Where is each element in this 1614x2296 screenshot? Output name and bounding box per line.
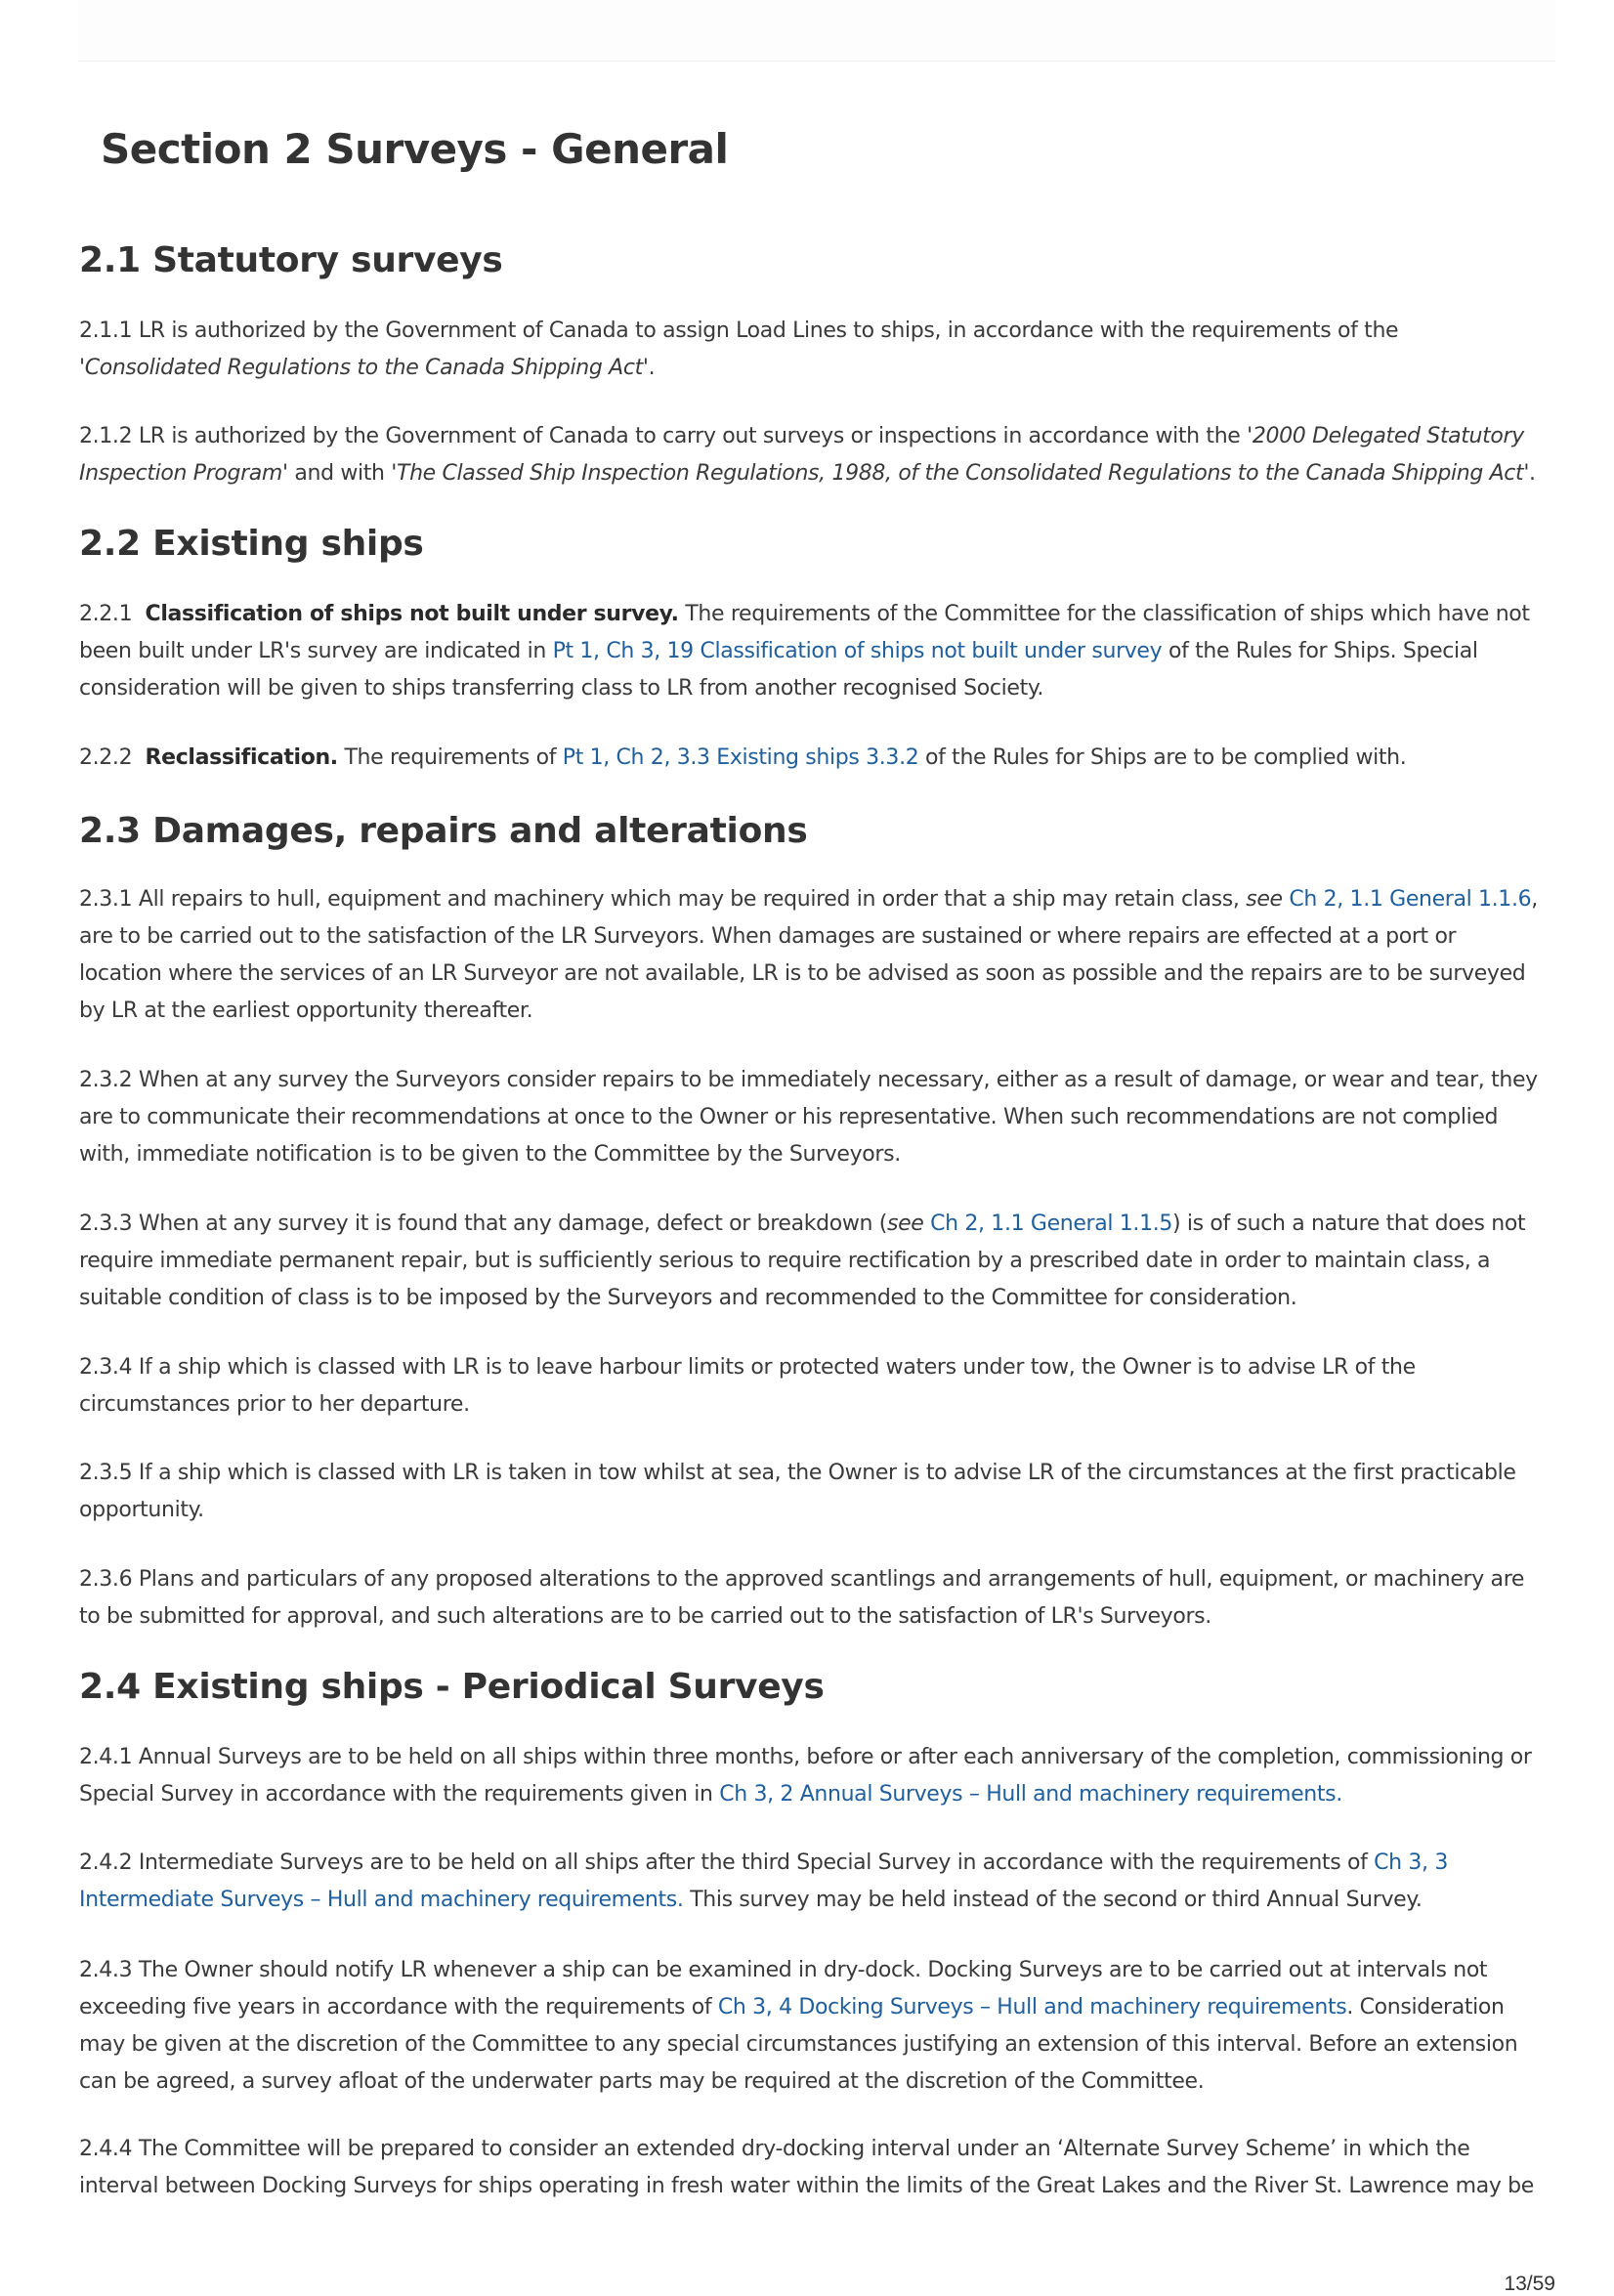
rule-link[interactable]: Ch 3, 3 Intermediate Surveys – Hull and machinery requirements. [79,1850,1448,1912]
rule-link[interactable]: Pt 1, Ch 2, 3.3 Existing ships 3.3.2 [562,745,919,770]
citation: 'Consolidated Regulations to the Canada Shipping Act' [79,356,649,380]
para-number: 2.3.6 [79,1567,133,1592]
rule-link[interactable]: Ch 3, 2 Annual Surveys – Hull and machinery requirements. [719,1782,1342,1807]
heading-2-4: 2.4 Existing ships - Periodical Surveys [79,1667,825,1707]
paragraph-2-1-2: 2.1.2 LR is authorized by the Government of Canada to carry out surveys or inspections in accordance with the '2000 Delegated Statutory Inspection Program' and with 'The Classed Ship Inspection Regulations, 1988, of the Consolidated Regulations to the Canada Shipping Act'. [79,424,1536,486]
para-number: 2.4.3 [79,1958,133,1982]
para-number: 2.3.2 [79,1068,133,1092]
citation: 'The Classed Ship Inspection Regulations, 1988, of the Consolidated Regulations to the Canada Shipping Act' [391,461,1530,486]
para-number: 2.3.4 [79,1355,133,1380]
bold-lead: Reclassification. [145,745,338,770]
paragraph-2-4-4: 2.4.4 The Committee will be prepared to consider an extended dry-docking interval under an ‘Alternate Survey Scheme’ in which the interval between Docking Surveys for ships operating in fresh water within the limits of the Great Lakes and the River St. Lawrence may be [79,2137,1534,2198]
page-number: 13/59 [1504,2273,1555,2295]
paragraph-2-2-2: 2.2.2 Reclassification. The requirements of Pt 1, Ch 2, 3.3 Existing ships 3.3.2 of the Rules for Ships are to be complied with. [79,745,1407,770]
para-number: 2.4.2 [79,1850,133,1875]
para-number: 2.3.1 [79,887,133,912]
paragraph-2-1-1: 2.1.1 LR is authorized by the Government of Canada to assign Load Lines to ships, in accordance with the requirements of the 'Consolidated Regulations to the Canada Shipping Act'. [79,319,1399,380]
citation: '2000 Delegated Statutory Inspection Program' [79,424,1524,486]
rule-link[interactable]: Ch 3, 4 Docking Surveys – Hull and machinery requirements [717,1995,1347,2020]
para-number: 2.3.3 [79,1212,133,1236]
heading-2-2: 2.2 Existing ships [79,524,424,564]
heading-2-3: 2.3 Damages, repairs and alterations [79,811,808,851]
paragraph-2-4-1: 2.4.1 Annual Surveys are to be held on all ships within three months, before or after each anniversary of the completion, commissioning or Special Survey in accordance with the requirements given in Ch 3, 2 Annual Surveys – Hull and machinery requirements. [79,1745,1532,1807]
para-number: 2.3.5 [79,1461,133,1485]
paragraph-2-3-1: 2.3.1 All repairs to hull, equipment and machinery which may be required in order that a ship may retain class, see Ch 2, 1.1 General 1.1.6, are to be carried out to the satisfaction of the LR Surveyors. When damages are sustained or where repairs are effected at a port or location where the services of an LR Surveyor are not available, LR is to be advised as soon as possible and the repairs are to be surveyed by LR at the earliest opportunity thereafter. [79,887,1538,1023]
rule-link[interactable]: Pt 1, Ch 3, 19 Classification of ships not built under survey [552,639,1163,663]
page-title: Section 2 Surveys - General [101,125,729,173]
paragraph-2-2-1: 2.2.1 Classification of ships not built under survey. The requirements of the Committee for the classification of ships which have not been built under LR's survey are indicated in Pt 1, Ch 3, 19 Classification of ships not built under survey of the Rules for Ships. Special consideration will be given to ships transferring class to LR from another recognised Society. [79,602,1530,701]
heading-2-1: 2.1 Statutory surveys [79,240,503,280]
paragraph-2-3-3: 2.3.3 When at any survey it is found that any damage, defect or breakdown (see Ch 2, 1.1 General 1.1.5) is of such a nature that does not require immediate permanent repair, but is sufficiently serious to require rectification by a prescribed date in order to maintain class, a suitable condition of class is to be imposed by the Surveyors and recommended to the Committee for consideration. [79,1212,1526,1310]
bold-lead: Classification of ships not built under survey. [145,602,679,626]
para-number: 2.4.1 [79,1745,133,1769]
paragraph-2-4-3: 2.4.3 The Owner should notify LR whenever a ship can be examined in dry-dock. Docking Surveys are to be carried out at intervals not exceeding five years in accordance with the requirements of Ch 3, 4 Docking Surveys – Hull and machinery requirements. Consideration may be given at the discretion of the Committee to any special circumstances justifying an extension of this interval. Before an extension can be agreed, a survey afloat of the underwater parts may be required at the discretion of the Committee. [79,1958,1518,2094]
para-number: 2.2.1 [79,602,133,626]
paragraph-2-3-4: 2.3.4 If a ship which is classed with LR is to leave harbour limits or protected waters under tow, the Owner is to advise LR of the circumstances prior to her departure. [79,1355,1416,1417]
page-top-bar [78,0,1555,62]
para-number: 2.2.2 [79,745,133,770]
paragraph-2-3-5: 2.3.5 If a ship which is classed with LR is taken in tow whilst at sea, the Owner is to advise LR of the circumstances at the first practicable opportunity. [79,1461,1516,1522]
paragraph-2-3-6: 2.3.6 Plans and particulars of any proposed alterations to the approved scantlings and arrangements of hull, equipment, or machinery are to be submitted for approval, and such alterations are to be carried out to the satisfaction of LR's Surveyors. [79,1567,1525,1629]
rule-link[interactable]: Ch 2, 1.1 General 1.1.6 [1289,887,1532,912]
paragraph-2-3-2: 2.3.2 When at any survey the Surveyors consider repairs to be immediately necessary, either as a result of damage, or wear and tear, they are to communicate their recommendations at once to the Owner or his representative. When such recommendations are not complied with, immediate notification is to be given to the Committee by the Surveyors. [79,1068,1538,1167]
para-number: 2.4.4 [79,2137,133,2161]
paragraph-2-4-2: 2.4.2 Intermediate Surveys are to be held on all ships after the third Special Survey in accordance with the requirements of Ch 3, 3 Intermediate Surveys – Hull and machinery requirements. This survey may be held instead of the second or third Annual Survey. [79,1850,1448,1912]
rule-link[interactable]: Ch 2, 1.1 General 1.1.5 [930,1212,1173,1236]
para-number: 2.1.1 [79,319,133,343]
para-number: 2.1.2 [79,424,133,448]
